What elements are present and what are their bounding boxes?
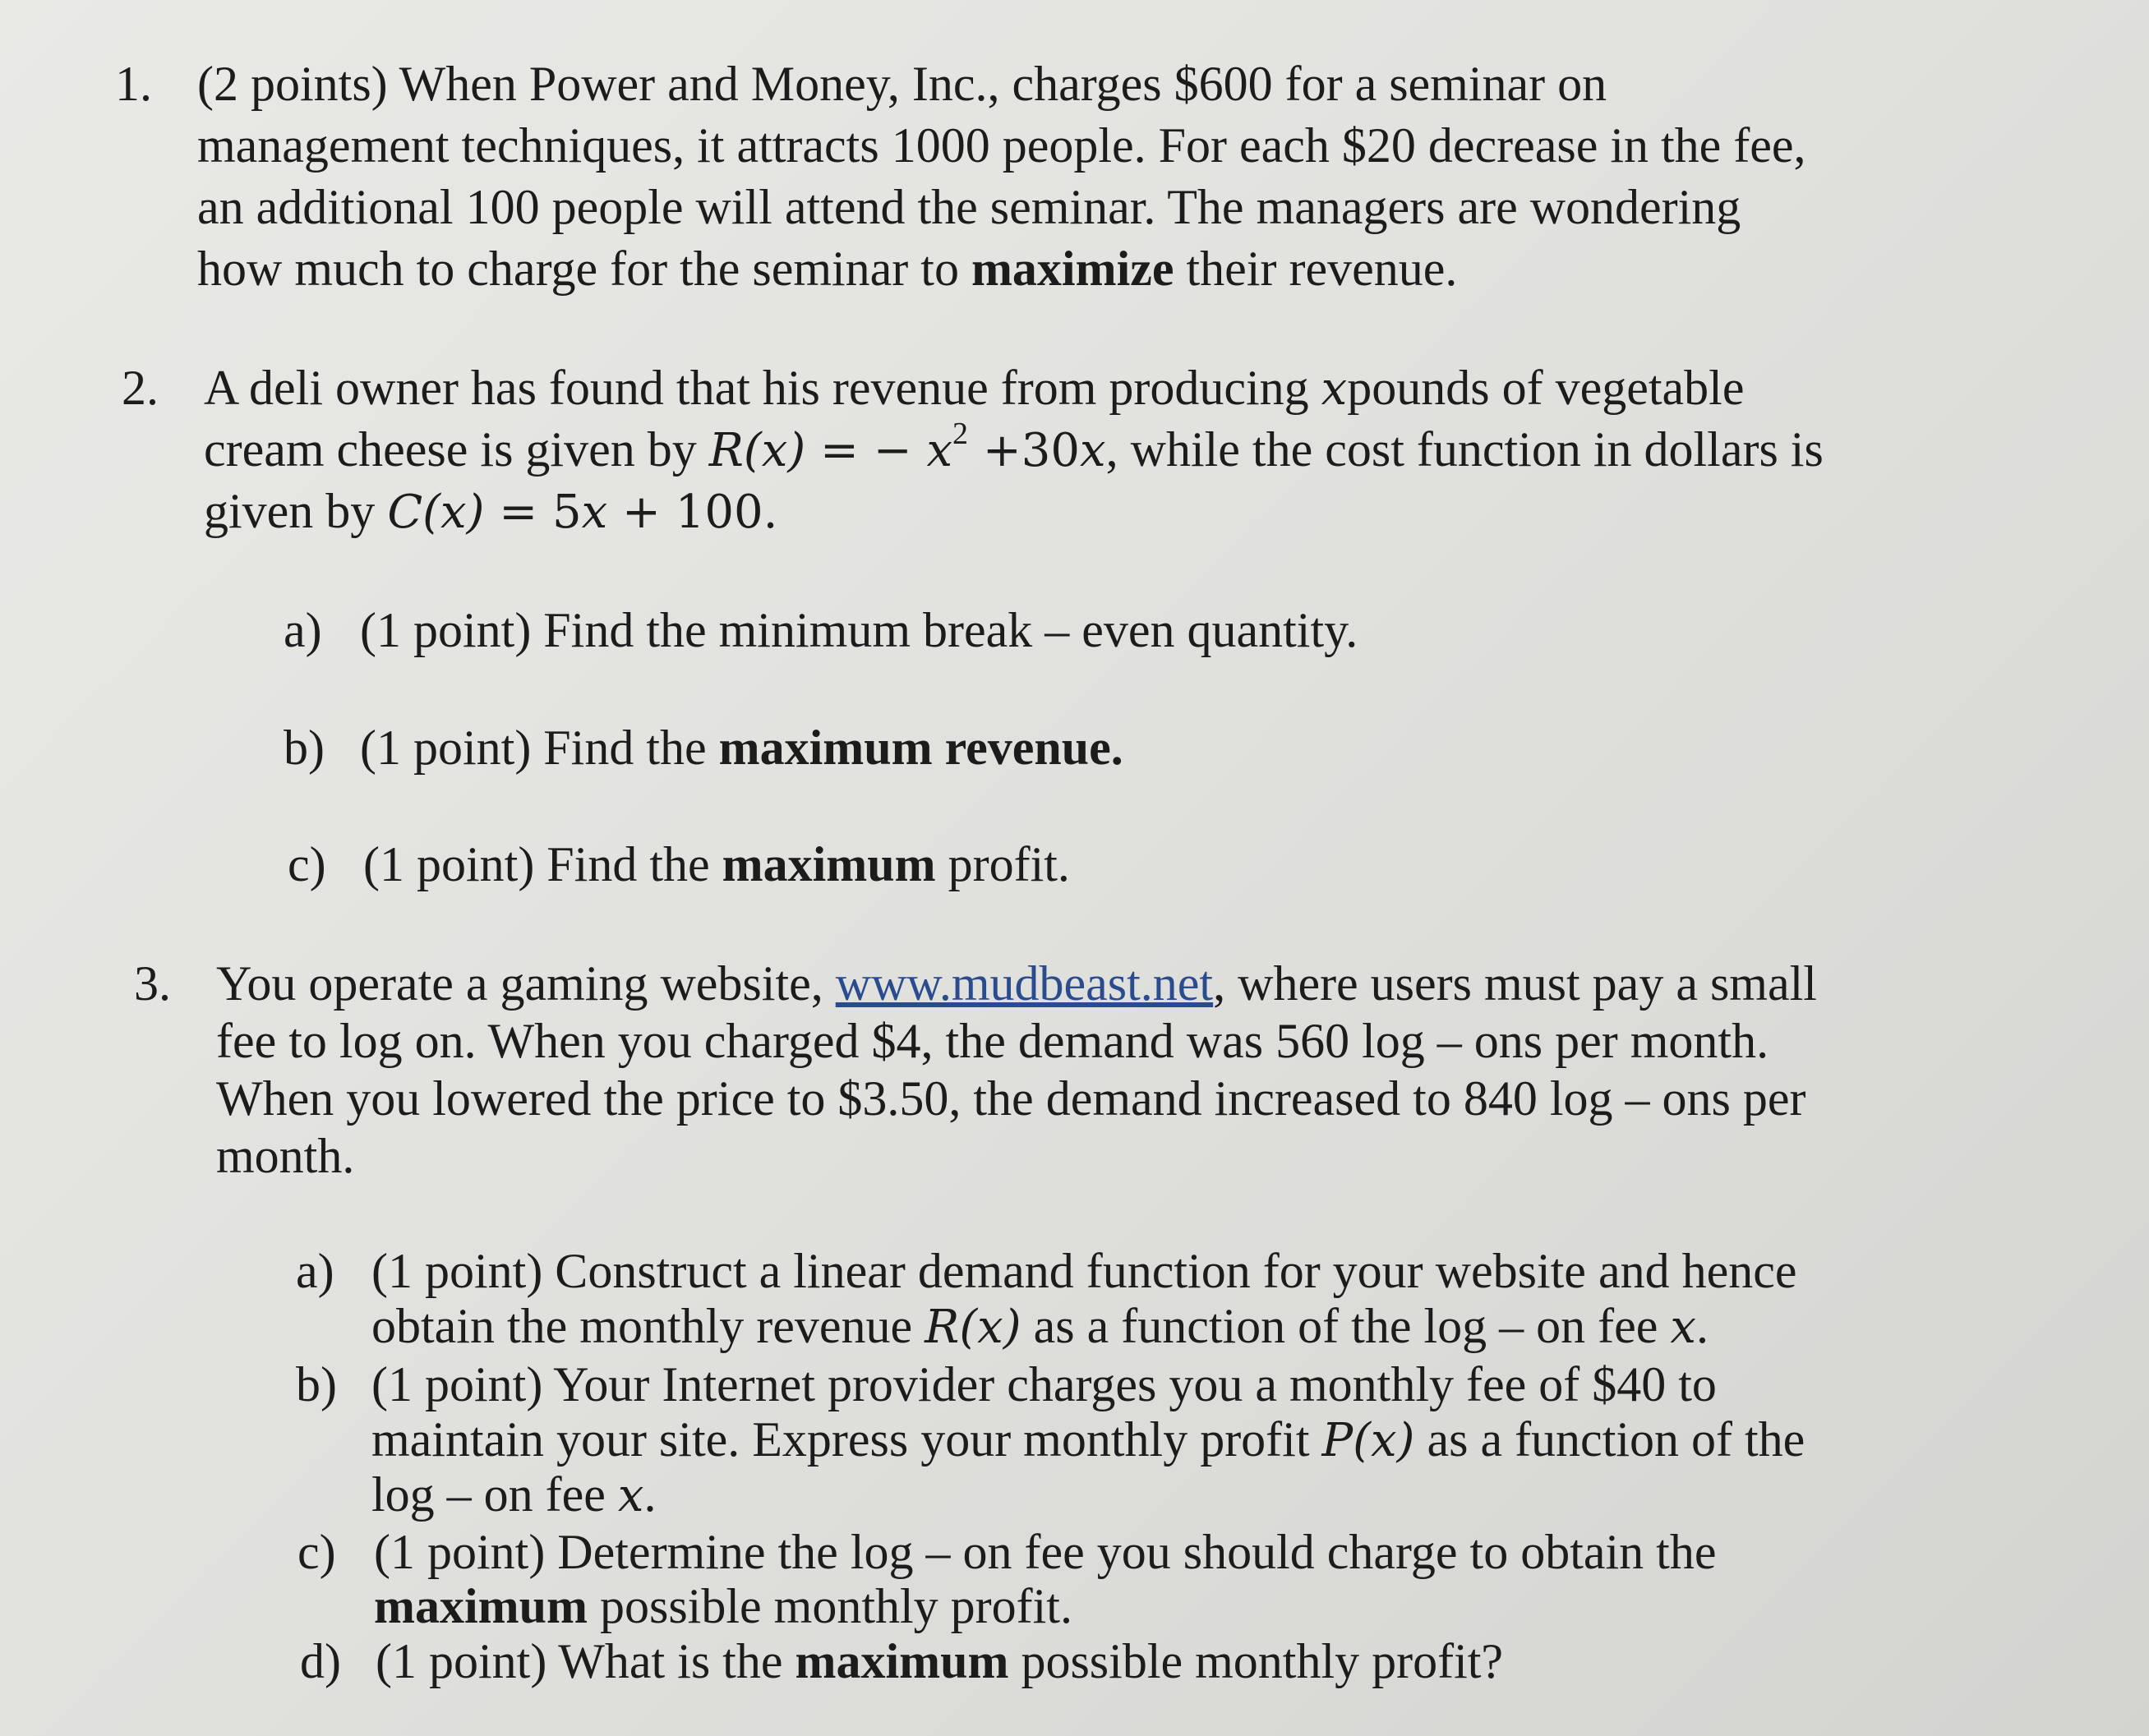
text: given by [204, 484, 388, 538]
text: (1 point) Find the [360, 721, 719, 775]
bold-text: maximize [971, 242, 1174, 296]
text: possible monthly profit. [587, 1579, 1072, 1633]
question-2-number: 2. [122, 361, 159, 415]
text: pounds of vegetable [1347, 361, 1745, 415]
question-2b-label: b) [284, 721, 325, 775]
question-3c-label: c) [297, 1525, 336, 1579]
question-2-line-3 [204, 481, 777, 543]
question-1-line-1: (2 points) When Power and Money, Inc., charges $600 for a seminar on [197, 57, 1607, 111]
bold-text: maximum [795, 1634, 1009, 1688]
question-3-line-4: month. [216, 1129, 355, 1183]
math-var: x [1080, 424, 1106, 477]
math-var: x [617, 1469, 644, 1522]
bold-text: maximum [722, 837, 936, 891]
question-3b-line-1: (1 point) Your Internet provider charges you a monthly fee of $40 to [371, 1357, 1717, 1411]
text: as a function of the [1414, 1412, 1805, 1467]
question-3a-label: a) [296, 1244, 334, 1298]
question-2a-text: (1 point) Find the minimum break – even quantity. [360, 603, 1358, 657]
text: (1 point) What is the [376, 1634, 795, 1688]
question-3-number: 3. [134, 956, 171, 1011]
text: A deli owner has found that his revenue from producing [204, 361, 1321, 415]
revenue-function: R(x) [708, 424, 806, 477]
question-2-line-1 [204, 357, 1744, 420]
math-var: x [1670, 1301, 1696, 1354]
cost-function: C(x) [387, 486, 485, 539]
question-3c-line-2 [374, 1576, 1072, 1637]
bold-text: maximum revenue. [718, 721, 1123, 775]
question-3a-line-1: (1 point) Construct a linear demand function for your website and hence [371, 1244, 1797, 1298]
exponent: 2 [952, 417, 969, 451]
question-1-line-4 [197, 238, 1457, 299]
math-var: x [1321, 362, 1348, 416]
text: , where users must pay a small [1213, 956, 1817, 1011]
revenue-function: R(x) [925, 1301, 1021, 1354]
text: how much to charge for the seminar to [197, 242, 971, 296]
text: as a function of the log – on fee [1021, 1299, 1671, 1353]
question-3b-label: b) [296, 1357, 337, 1411]
text: You operate a gaming website, [216, 956, 836, 1011]
bold-text: maximum [374, 1579, 588, 1633]
question-3b-line-3 [371, 1464, 657, 1526]
text: maintain your site. Express your monthly profit [371, 1412, 1322, 1467]
question-3-line-1 [216, 953, 1817, 1014]
question-2b-text [360, 717, 1123, 778]
question-3b-line-2 [371, 1409, 1805, 1471]
question-3c-line-1: (1 point) Determine the log – on fee you should charge to obtain the [374, 1525, 1717, 1579]
question-3-line-3: When you lowered the price to $3.50, the demand increased to 840 log – ons per [216, 1071, 1806, 1126]
question-3a-line-2 [371, 1296, 1709, 1358]
text: profit. [935, 837, 1070, 891]
math-op: = − [805, 424, 927, 477]
question-3d-text [376, 1631, 1503, 1692]
text: . [1695, 1299, 1709, 1353]
question-3-line-2: fee to log on. When you charged $4, the demand was 560 log – ons per month. [216, 1014, 1769, 1068]
question-1-number: 1. [115, 57, 152, 111]
question-2c-label: c) [288, 837, 326, 891]
math-var: x [581, 486, 608, 539]
text: obtain the monthly revenue [371, 1299, 925, 1353]
text: . [643, 1467, 657, 1522]
question-3d-label: d) [300, 1634, 341, 1688]
question-1-line-3: an additional 100 people will attend the seminar. The managers are wondering [197, 180, 1741, 234]
question-2a-label: a) [284, 603, 322, 657]
question-1-line-2: management techniques, it attracts 1000 people. For each $20 decrease in the fee, [197, 118, 1806, 173]
question-2c-text [363, 834, 1070, 895]
question-2-line-2 [204, 419, 1824, 481]
profit-function: P(x) [1321, 1414, 1415, 1467]
text: their revenue. [1174, 242, 1458, 296]
math-term: = 5 [484, 486, 582, 539]
text: , while the cost function in dollars is [1105, 422, 1824, 477]
text: possible monthly profit? [1008, 1634, 1504, 1688]
math-term: + 100. [607, 486, 778, 539]
text: (1 point) Find the [363, 837, 722, 891]
math-var: x [926, 424, 953, 477]
text: log – on fee [371, 1467, 618, 1522]
text: cream cheese is given by [204, 422, 709, 477]
math-term: +30 [968, 424, 1081, 477]
mudbeast-link[interactable]: www.mudbeast.net [835, 956, 1214, 1011]
